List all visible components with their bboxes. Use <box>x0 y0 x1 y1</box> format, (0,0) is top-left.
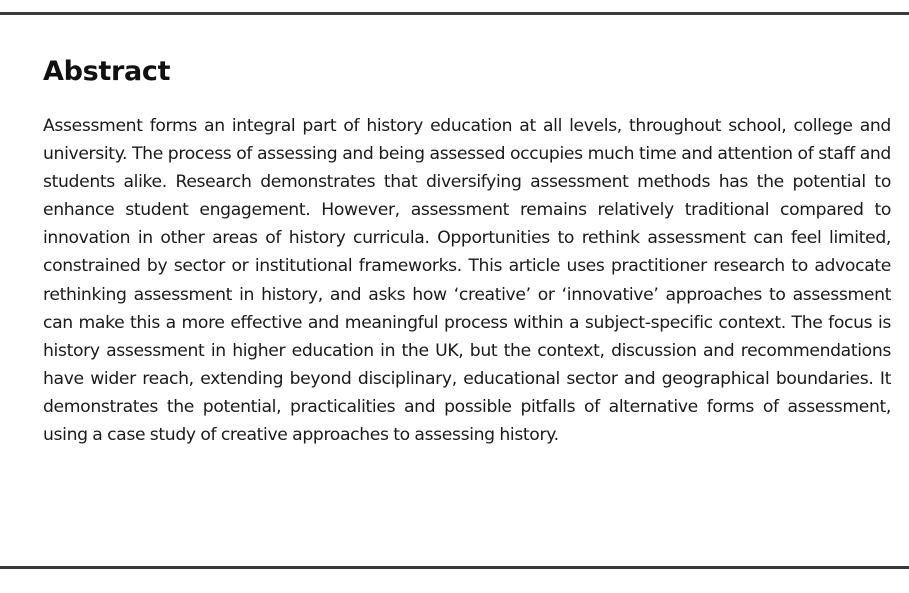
bottom-divider <box>0 566 909 569</box>
abstract-body: Assessment forms an integral part of history education at all levels, throughout school, college and university. The process of assessing and being assessed occupies much time and attention of staff and students alike. Research demonstrates that diversifying assessment methods has the potential to enhance student engagement. However, assessment remains relatively traditional compared to innovation in other areas of history curricula. Opportunities to rethink assessment can feel limited, constrained by sector or institutional frameworks. This article uses practitioner research to advocate rethinking assessment in history, and asks how ‘creative’ or ‘innovative’ approaches to assessment can make this a more effective and meaningful process within a subject-specific context. The focus is history assessment in higher education in the UK, but the context, discussion and recommendations have wider reach, extending beyond disciplinary, educational sector and geographical boundaries. It demonstrates the potential, practicalities and possible pitfalls of alternative forms of assessment, using a case study of creative approaches to assessing history. <box>43 116 891 446</box>
top-divider <box>0 12 909 15</box>
abstract-section <box>43 56 891 449</box>
abstract-heading: Abstract <box>43 56 171 87</box>
